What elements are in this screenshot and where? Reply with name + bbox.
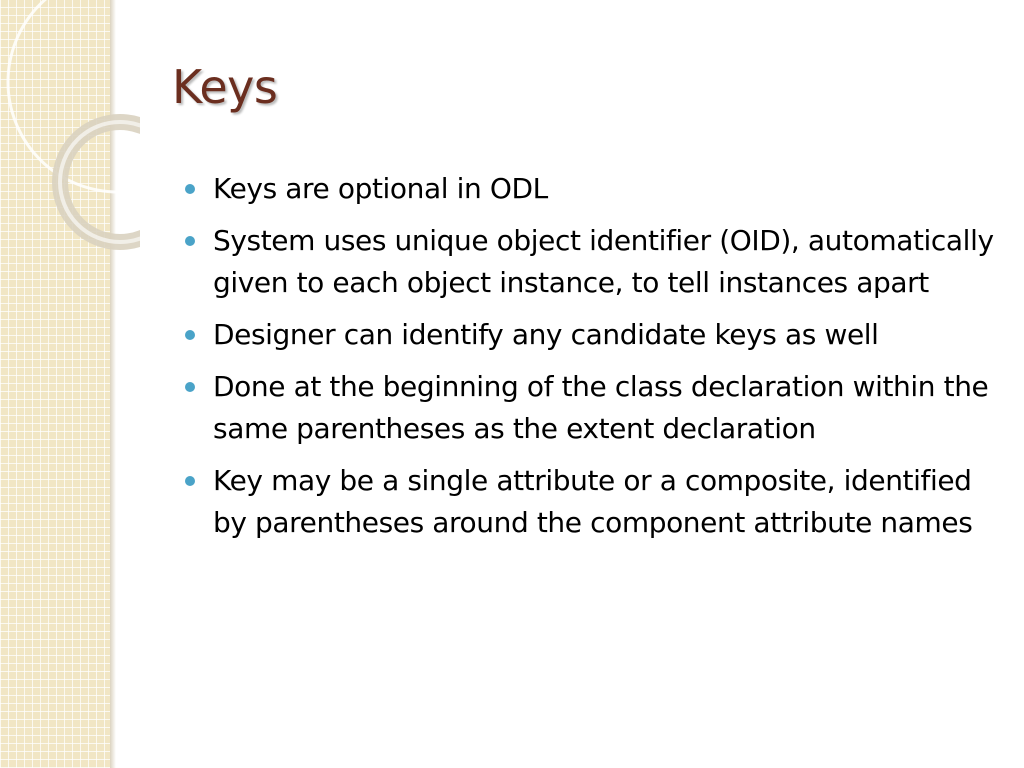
bullet-list: [213, 168, 1003, 554]
bullet-text: Key may be a single attribute or a composite, identified by parentheses around the component attribute names: [213, 464, 973, 539]
bullet-text: Keys are optional in ODL: [213, 172, 548, 205]
bullet-item: [213, 168, 1003, 210]
bullet-text: System uses unique object identifier (OID), automatically given to each object instance, to tell instances apart: [213, 224, 994, 299]
bullet-item: [213, 460, 1003, 544]
decorative-ring-outer: [8, 0, 140, 192]
bullet-item: [213, 220, 1003, 304]
bullet-item: [213, 314, 1003, 356]
bullet-dot-icon: [185, 184, 195, 194]
bullet-text: Done at the beginning of the class declaration within the same parentheses as the extent declaration: [213, 370, 989, 445]
bullet-dot-icon: [185, 330, 195, 340]
bullet-item: [213, 366, 1003, 450]
bullet-dot-icon: [185, 382, 195, 392]
bullet-text: Designer can identify any candidate keys as well: [213, 318, 879, 351]
bullet-dot-icon: [185, 476, 195, 486]
bullet-dot-icon: [185, 236, 195, 246]
slide-title: Keys: [172, 60, 278, 114]
decorative-rings: [0, 0, 140, 260]
